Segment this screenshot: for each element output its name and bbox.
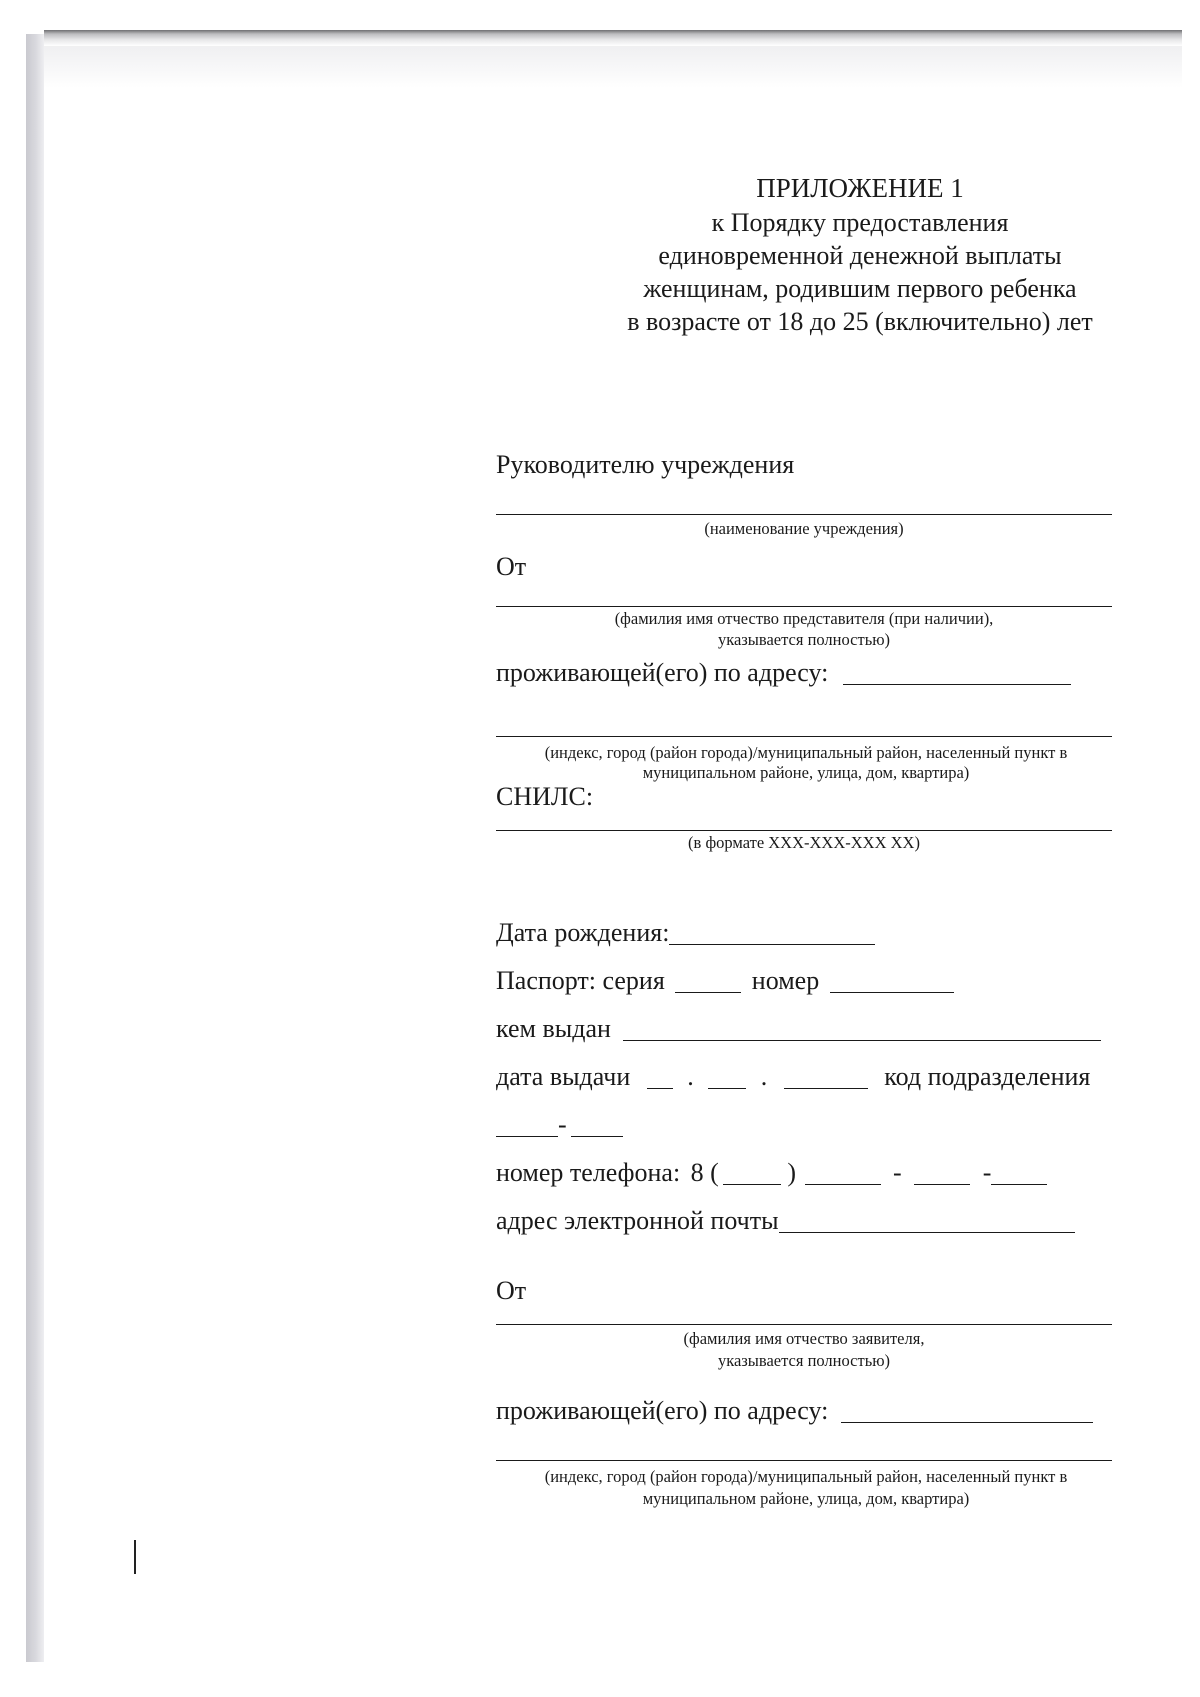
- snils-block: [496, 782, 1120, 916]
- passport-row: [496, 964, 1120, 1012]
- representative-address-label: [496, 656, 1071, 690]
- appendix-line: единовременной денежной выплаты: [658, 241, 1062, 270]
- issue-date-separator: .: [760, 1062, 768, 1091]
- representative-address-caption: муниципальном районе, улица, дом, квартира): [642, 763, 970, 782]
- appendix-heading: [600, 170, 1120, 338]
- division-code-field-1[interactable]: [496, 1114, 558, 1137]
- representative-address-block: [496, 658, 1120, 798]
- issue-month-field[interactable]: [708, 1066, 746, 1089]
- applicant-from-block: [496, 1274, 1120, 1394]
- representative-name-caption: (фамилия имя отчество представителя (при наличии),: [614, 609, 994, 628]
- division-code-row: [496, 1108, 1120, 1156]
- applicant-address-field[interactable]: [841, 1400, 1093, 1423]
- issued-by-label: кем выдан: [496, 1014, 611, 1043]
- appendix-line: к Порядку предоставления: [711, 208, 1009, 237]
- applicant-from-label: От: [496, 1276, 527, 1305]
- issue-date-row: [496, 1060, 1120, 1108]
- application-form: [496, 448, 1120, 1534]
- division-code-field-2[interactable]: [571, 1114, 623, 1137]
- applicant-address-field-line2[interactable]: [496, 1460, 1112, 1461]
- issued-by-row: [496, 1012, 1120, 1060]
- appendix-line: женщинам, родившим первого ребенка: [643, 274, 1077, 303]
- birth-date-row: [496, 916, 1120, 964]
- phone-dash: -: [893, 1158, 902, 1187]
- issue-date-separator: .: [687, 1062, 694, 1091]
- scan-top-shadow: [44, 46, 1182, 88]
- representative-residing-label: проживающей(его) по адресу:: [496, 658, 829, 687]
- margin-mark: [134, 1540, 136, 1574]
- snils-label: СНИЛС:: [496, 782, 594, 811]
- institution-name-field[interactable]: [496, 514, 1112, 515]
- snils-field[interactable]: [496, 830, 1112, 831]
- division-code-dash: -: [558, 1110, 567, 1139]
- applicant-residing-label: проживающей(его) по адресу:: [496, 1396, 829, 1425]
- passport-number-label: номер: [751, 966, 820, 995]
- applicant-name-field[interactable]: [496, 1324, 1112, 1325]
- representative-from-block: [496, 540, 1120, 664]
- scan-top-edge: [44, 30, 1182, 46]
- appendix-line: в возрасте от 18 до 25 (включительно) лет: [627, 307, 1093, 336]
- snils-caption: (в формате XXX-XXX-XXX XX): [688, 833, 920, 852]
- phone-part-2-field[interactable]: [914, 1162, 970, 1185]
- email-label: адрес электронной почты: [496, 1206, 779, 1235]
- phone-label: номер телефона:: [496, 1158, 681, 1187]
- addressee-label: Руководителю учреждения: [496, 450, 795, 479]
- addressee-block: [496, 448, 1120, 540]
- issued-by-field[interactable]: [623, 1018, 1101, 1041]
- representative-name-field[interactable]: [496, 606, 1112, 607]
- phone-area-code-field[interactable]: [723, 1162, 781, 1185]
- institution-caption: (наименование учреждения): [704, 519, 904, 538]
- representative-from-label: От: [496, 552, 527, 581]
- phone-dash: -: [982, 1158, 992, 1187]
- applicant-address-caption: муниципальном районе, улица, дом, квартира): [642, 1489, 970, 1508]
- phone-prefix: 8 (: [690, 1158, 719, 1187]
- applicant-address-caption: (индекс, город (район города)/муниципальный район, населенный пункт в: [544, 1467, 1068, 1486]
- applicant-name-caption: (фамилия имя отчество заявителя,: [683, 1329, 925, 1348]
- applicant-address-label: [496, 1394, 1093, 1428]
- email-field[interactable]: [779, 1210, 1075, 1233]
- passport-series-label: Паспорт: серия: [496, 966, 665, 995]
- email-row: [496, 1204, 1120, 1274]
- phone-close-paren: ): [787, 1158, 797, 1187]
- birth-date-label: Дата рождения:: [496, 918, 670, 947]
- applicant-address-block: [496, 1394, 1120, 1534]
- issue-day-field[interactable]: [647, 1066, 673, 1089]
- applicant-name-caption: указывается полностью): [717, 1351, 891, 1370]
- phone-row: [496, 1156, 1120, 1204]
- scan-left-edge: [26, 34, 44, 1662]
- representative-name-caption: указывается полностью): [717, 630, 891, 649]
- representative-address-caption: (индекс, город (район города)/муниципальный район, населенный пункт в: [544, 743, 1068, 762]
- issue-date-label: дата выдачи: [496, 1062, 631, 1091]
- representative-address-field[interactable]: [843, 662, 1071, 685]
- division-code-label: код подразделения: [884, 1062, 1091, 1091]
- phone-part-3-field[interactable]: [991, 1162, 1047, 1185]
- passport-number-field[interactable]: [830, 970, 954, 993]
- representative-address-field-line2[interactable]: [496, 736, 1112, 737]
- issue-year-field[interactable]: [784, 1066, 868, 1089]
- passport-series-field[interactable]: [675, 970, 741, 993]
- appendix-title: ПРИЛОЖЕНИЕ 1: [756, 173, 964, 203]
- birth-date-field[interactable]: [669, 922, 875, 945]
- phone-part-1-field[interactable]: [805, 1162, 881, 1185]
